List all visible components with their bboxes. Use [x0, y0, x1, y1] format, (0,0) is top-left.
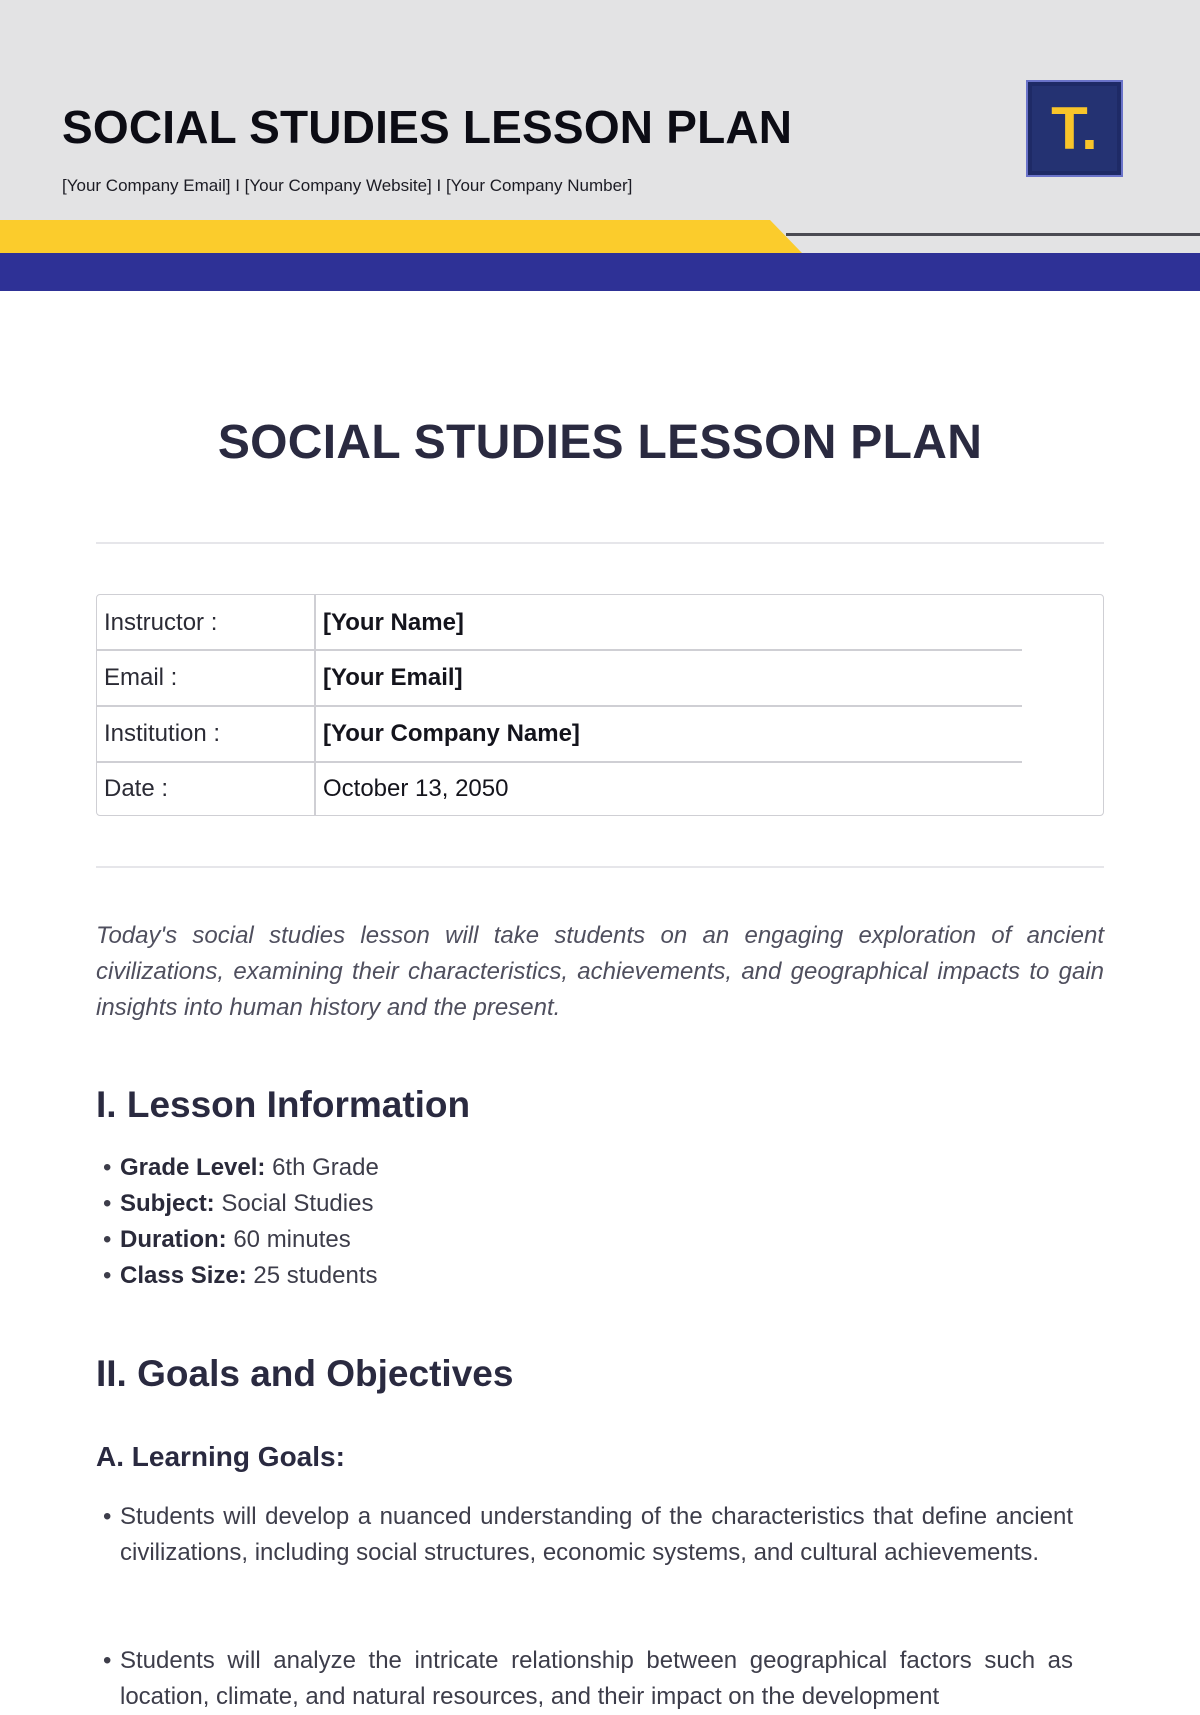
header-blue-band [0, 253, 1200, 291]
table-row-institution [97, 706, 1103, 761]
table-row-date [97, 761, 1103, 816]
list-item: • Duration: 60 minutes [103, 1226, 351, 1253]
table-value: [Your Company Name] [323, 720, 580, 747]
table-label: Institution : [104, 720, 221, 747]
header-contact-line: [Your Company Email] I [Your Company Website] I [Your Company Number] [62, 176, 633, 195]
intro-paragraph: Today's social studies lesson will take students on an engaging exploration of ancient civilizations, examining their characteristics, achievements, and geographical impacts to gain insights into human history and the present. [96, 922, 1104, 1021]
item-value: 60 minutes [233, 1226, 351, 1253]
item-value: 25 students [253, 1262, 378, 1289]
list-item: • Grade Level: 6th Grade [103, 1154, 379, 1181]
list-item: • Students will analyze the intricate relationship between geographical factors such as location, climate, and natural resources, and their impact on the development [103, 1647, 1073, 1710]
lesson-info-list [103, 1150, 379, 1294]
company-logo [1026, 80, 1123, 177]
table-value: [Your Name] [323, 609, 464, 636]
learning-goals-list [103, 1499, 1073, 1571]
item-label: Duration: [120, 1226, 227, 1253]
list-item: • Subject: Social Studies [103, 1190, 374, 1217]
item-label: Grade Level: [120, 1154, 266, 1181]
header-title: SOCIAL STUDIES LESSON PLAN [62, 101, 793, 153]
table-label: Date : [104, 775, 169, 802]
section-heading-lesson-information: I. Lesson Information [96, 1084, 471, 1125]
page-header [0, 0, 1200, 291]
subheading-learning-goals: A. Learning Goals: [96, 1441, 345, 1472]
document-title: SOCIAL STUDIES LESSON PLAN [217, 416, 983, 469]
list-item: • Students will develop a nuanced understanding of the characteristics that define ancient civilizations, including social structures, economic systems, and cultural achievements. [103, 1503, 1073, 1566]
logo-letter: T. [1032, 86, 1117, 171]
header-yellow-stripe [0, 220, 802, 253]
table-row-email [97, 650, 1103, 705]
item-value: 6th Grade [272, 1154, 379, 1181]
divider-bottom [96, 866, 1104, 868]
section-heading-goals-objectives: II. Goals and Objectives [96, 1353, 514, 1394]
table-row-instructor [97, 595, 1103, 650]
item-value: Social Studies [221, 1190, 374, 1217]
table-value: [Your Email] [323, 664, 463, 691]
item-label: Subject: [120, 1190, 215, 1217]
table-label: Instructor : [104, 609, 218, 636]
goal-text: Students will develop a nuanced understanding of the characteristics that define ancient civilizations, including social structures, economic systems, and cultural achievements. [120, 1503, 1073, 1566]
list-item: • Class Size: 25 students [103, 1262, 378, 1289]
table-label: Email : [104, 664, 178, 691]
table-value: October 13, 2050 [323, 775, 509, 802]
goal-text: Students will analyze the intricate relationship between geographical factors such as location, climate, and natural resources, and their impact on the development [120, 1647, 1073, 1710]
header-divider-line [786, 233, 1200, 236]
instructor-info-table [96, 594, 1104, 816]
learning-goals-list-continued [103, 1643, 1073, 1715]
item-label: Class Size: [120, 1262, 247, 1289]
divider-top [96, 542, 1104, 544]
